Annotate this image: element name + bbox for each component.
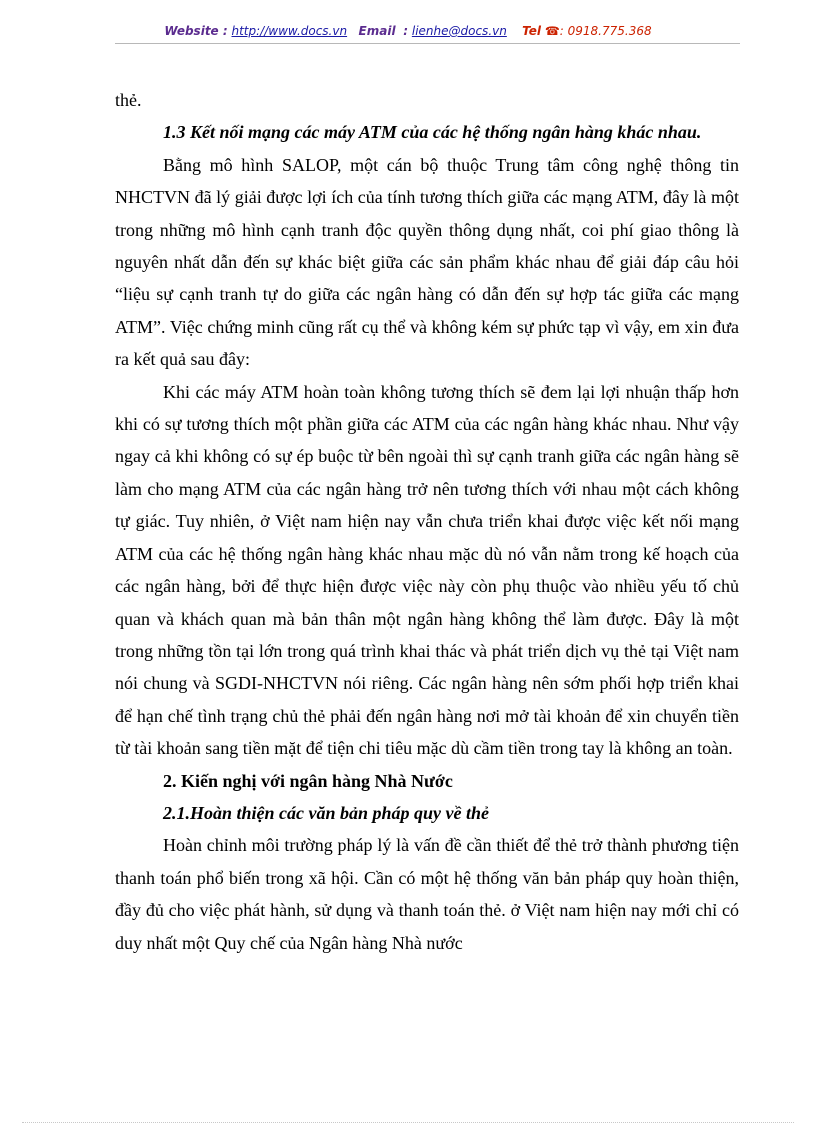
paragraph-continuation: thẻ. <box>115 90 142 110</box>
tel-value: : 0918.775.368 <box>559 24 652 38</box>
paragraph-salop: Bằng mô hình SALOP, một cán bộ thuộc Trung tâm công nghệ thông tin NHCTVN đã lý giải được lợi ích của tính tương thích giữa các mạng ATM, đây là một trong những mô hình cạnh tranh độc quyền thông dụng nhất, coi phí giao thông là nguyên nhất dẫn đến sự khác biệt giữa các sản phẩm khác nhau để giải đáp câu hỏi “liệu sự cạnh tranh tự do giữa các ngân hàng có dẫn đến sự hợp tác giữa các mạng ATM”. Việc chứng minh cũng rất cụ thể và không kém sự phức tạp vì vậy, em xin đưa ra kết quả sau đây: <box>115 154 739 370</box>
section-heading-2-1: 2.1.Hoàn thiện các văn bản pháp quy về thẻ <box>163 802 490 823</box>
website-link[interactable]: http://www.docs.vn <box>231 24 348 38</box>
paragraph-atm-compatibility: Khi các máy ATM hoàn toàn không tương thích sẽ đem lại lợi nhuận thấp hơn khi có sự tương thích một phần giữa các ATM của các ngân hàng khác nhau. Như vậy ngay cả khi không có sự ép buộc từ bên ngoài thì sự cạnh tranh giữa các ngân hàng sẽ làm cho mạng ATM của các ngân hàng trở nên tương thích với nhau một cách không tự giác. Tuy nhiên, ở Việt nam hiện nay vẫn chưa triển khai được việc kết nối mạng ATM của các hệ thống ngân hàng khác nhau mặc dù nó vẫn nằm trong kế hoạch của các ngân hàng, bởi để thực hiện được việc này còn phụ thuộc vào nhiều yếu tố chủ quan và khách quan mà bản thân một ngân hàng không thể làm được. Đây là một trong những tồn tại lớn trong quá trình khai thác và phát triển dịch vụ thẻ tại Việt nam nói chung và SGDI-NHCTVN nói riêng. Các ngân hàng nên sớm phối hợp triển khai để hạn chế tình trạng chủ thẻ phải đến ngân hàng nơi mở tài khoản để xin chuyển tiền từ tài khoản sang tiền mặt để tiện chi tiêu mặc dù cầm tiền trong tay là không an toàn. <box>115 381 739 759</box>
email-link[interactable]: lienhe@docs.vn <box>411 24 507 38</box>
email-separator: : <box>403 24 409 38</box>
email-label: Email <box>358 24 396 38</box>
document-body <box>115 84 739 959</box>
phone-icon: ☎ <box>544 24 560 38</box>
section-heading-1-3: 1.3 Kết nối mạng các máy ATM của các hệ thống ngân hàng khác nhau. <box>163 122 702 143</box>
paragraph-legal-framework: Hoàn chỉnh môi trường pháp lý là vấn đề cần thiết để thẻ trở thành phương tiện thanh toán phổ biến trong xã hội. Cần có một hệ thống văn bản pháp quy hoàn thiện, đầy đủ cho việc phát hành, sử dụng và thanh toán thẻ. ở Việt nam hiện nay mới chỉ có duy nhất một Quy chế của Ngân hàng Nhà nước <box>115 835 739 953</box>
section-heading-2: 2. Kiến nghị với ngân hàng Nhà Nước <box>163 770 453 791</box>
tel-label: Tel <box>522 24 541 38</box>
page-header <box>0 24 816 38</box>
header-divider <box>115 43 740 44</box>
website-label: Website : <box>164 24 228 38</box>
